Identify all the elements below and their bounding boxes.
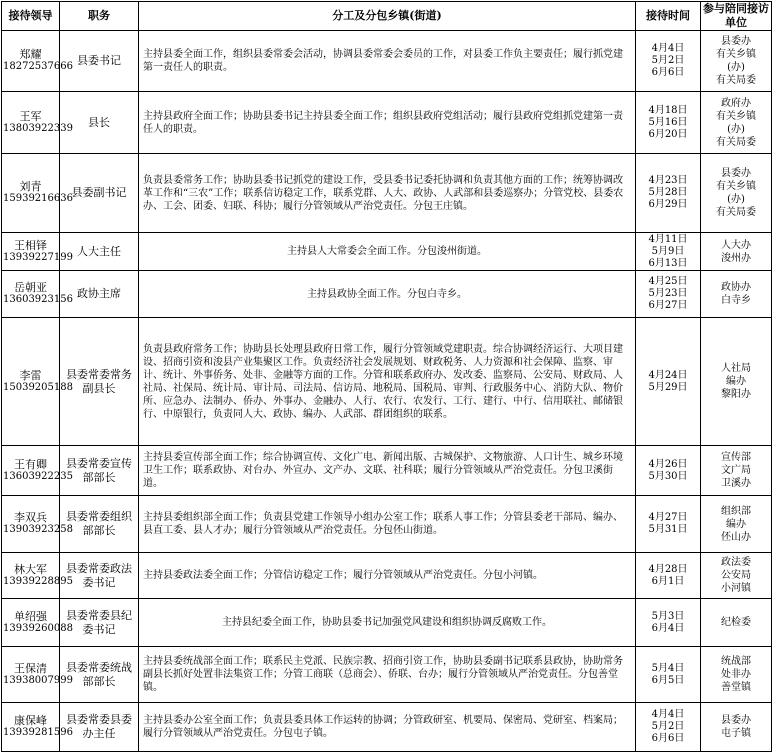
leader-name: 李双兵 [14, 511, 47, 524]
leader-cell [2, 318, 73, 446]
unit-name: 有关乡镇 [716, 49, 756, 60]
unit-name: 有关局委 [716, 75, 756, 86]
duty-cell: 主持县纪委全面工作，协助县委书记加强党风建设和组织协调反腐败工作。 [139, 599, 636, 647]
leader-phone: 13603922235 [3, 470, 73, 482]
reception-date: 6月1日 [651, 575, 685, 587]
unit-name: 宣传部 [721, 452, 751, 463]
post-cell: 县委书记 [60, 31, 139, 92]
unit-name: 有关局委 [716, 136, 756, 148]
leader-cell [2, 703, 73, 752]
table-row [2, 703, 772, 752]
table-row [2, 553, 772, 599]
unit-cell [701, 92, 772, 154]
unit-name: 文广局 [721, 465, 751, 476]
unit-name: 人社局 [721, 363, 751, 374]
reception-date: 4月26日 [648, 458, 688, 470]
table-row [2, 271, 772, 318]
reception-date: 5月2日 [651, 721, 685, 732]
leader-phone: 18272537666 [3, 61, 73, 72]
leader-name: 康保峰 [14, 714, 47, 727]
reception-date: 6月13日 [648, 257, 688, 269]
leader-cell [2, 92, 73, 154]
reception-date: 6月5日 [651, 674, 685, 686]
unit-name: 有关乡镇 [716, 181, 756, 192]
leader-phone: 15939216636 [3, 193, 73, 204]
time-cell [636, 233, 701, 271]
leader-name: 郑耀 [19, 48, 42, 61]
leader-cell [2, 496, 73, 553]
post-cell: 政协主席 [60, 271, 139, 318]
leader-cell [2, 233, 73, 271]
leader-name: 李雷 [19, 368, 42, 382]
unit-name: 政协办 [721, 282, 751, 293]
post-cell: 县委常委政法委书记 [60, 553, 139, 599]
table-row [2, 154, 772, 233]
post-cell: 县委常委统战部部长 [60, 647, 139, 703]
reception-date: 5月23日 [648, 288, 688, 299]
time-cell [636, 647, 701, 703]
unit-name: 组织部 [721, 505, 751, 517]
leader-name: 刘青 [19, 180, 42, 193]
reception-date: 4月25日 [648, 276, 688, 287]
time-cell [636, 703, 701, 752]
unit-cell [701, 599, 772, 647]
unit-cell [701, 318, 772, 446]
time-cell [636, 599, 701, 647]
leader-name: 岳朝亚 [14, 281, 47, 294]
unit-cell [701, 233, 772, 271]
unit-name: 政法委 [721, 557, 751, 568]
reception-date: 6月20日 [648, 128, 688, 140]
unit-name: 人大办 [721, 239, 751, 251]
reception-schedule [1, 1, 771, 753]
header-row [2, 2, 772, 31]
reception-date: 4月4日 [651, 43, 685, 54]
leader-name: 王保清 [14, 661, 47, 675]
reception-date: 5月4日 [651, 662, 685, 674]
post-cell: 县委常委组织部部长 [60, 496, 139, 553]
post-cell: 县委常委宣传部部长 [60, 446, 139, 496]
post-cell: 县委常委县纪委书记 [60, 599, 139, 647]
table-row [2, 647, 772, 703]
duty-cell: 负责县政府常务工作；协助县长处理县政府日常工作，履行分管领域党建职责。综合协调经济运行、大项目建设、招商引资和浚县产业集聚区工作。负责经济社会发展规划、财政税务、人力资源和社会保障、监察、审计、统计、外事侨务、处非、金融等方面的工作。分管和联系政府办、发改委、监察局、公安局、财政局、人社局、社保局、统计局、审计局、司法局、信访局、地税局、国税局、审判、行政服务中心、消防大队、物价所、应急办、法制办、侨办、外事办、金融办、人行、农行、农发行、工行、建行、中行、信用联社、邮储银行、中原银行，负责同人大、政协、编办、人武部、群团组织的联系。 [139, 318, 636, 446]
unit-name: (办) [727, 62, 745, 73]
leader-phone: 13803922339 [3, 122, 73, 134]
unit-name: 公安局 [721, 570, 751, 581]
table-row [2, 599, 772, 647]
reception-date: 4月11日 [648, 233, 688, 245]
unit-name: 县委办 [721, 36, 751, 47]
time-cell [636, 92, 701, 154]
reception-date: 5月9日 [651, 245, 685, 257]
duty-cell: 主持县政协全面工作。分包白寺乡。 [139, 271, 636, 318]
unit-name: 统战部 [721, 656, 751, 667]
reception-date: 4月23日 [648, 175, 688, 186]
unit-cell [701, 553, 772, 599]
unit-name: 伾山办 [721, 531, 751, 543]
unit-name: 编办 [726, 376, 746, 387]
reception-date: 5月30日 [648, 470, 688, 482]
unit-cell [701, 496, 772, 553]
reception-date: 6月29日 [648, 199, 688, 210]
leader-phone: 13939260088 [3, 622, 73, 634]
duty-cell: 主持县委办公室全面工作；负责县委具体工作运转的协调；分管政研室、机要局、保密局、党研室、档案局；履行分管领域从严治党责任。分包屯子镇。 [139, 703, 636, 752]
time-cell [636, 553, 701, 599]
unit-name: 小河镇 [721, 583, 751, 594]
unit-name: 白寺乡 [721, 295, 751, 306]
table-row [2, 31, 772, 92]
reception-date: 4月27日 [648, 512, 688, 523]
reception-date: 6月6日 [651, 733, 685, 744]
post-cell: 县委常委县委办主任 [60, 703, 139, 752]
unit-name: 有关乡镇 [716, 110, 756, 122]
duty-cell: 负责县委常务工作；协助县委书记抓党的建设工作，受县委书记委托协调和负责其他方面的工作；统筹协调改革工作和“三农”工作；联系信访稳定工作，联系党群、人大、政协、人武部和县委巡察办；分管党校、县委农办、工会、团委、妇联、科协；履行分管领域从严治党责任。分包王庄镇。 [139, 154, 636, 233]
header-duty: 分工及分包乡镇(街道) [139, 2, 636, 31]
unit-cell [701, 271, 772, 318]
duty-cell: 主持县政府全面工作；协助县委书记主持县委全面工作；组织县政府党组活动；履行县政府党组抓党建第一责任人的职责。 [139, 92, 636, 154]
leader-phone: 13939227199 [3, 251, 73, 263]
unit-name: 县委办 [721, 715, 751, 726]
reception-date: 6月4日 [651, 622, 685, 634]
post-cell: 县委副书记 [60, 154, 139, 233]
leader-phone: 13938007999 [3, 674, 73, 686]
unit-name: 纪检委 [721, 617, 751, 628]
leader-name: 单绍强 [14, 609, 47, 623]
reception-date: 4月24日 [648, 369, 688, 381]
reception-date: 5月28日 [648, 187, 688, 198]
table-row [2, 92, 772, 154]
leader-name: 王军 [19, 109, 42, 123]
duty-cell: 主持县人大常委会全面工作。分包浚州街道。 [139, 233, 636, 271]
duty-cell: 主持县委组织部全面工作；负责县党建工作领导小组办公室工作；联系人事工作；分管县委老干部局、编办、县直工委、县人才办；履行分管领域从严治党责任。分包伾山街道。 [139, 496, 636, 553]
reception-date: 4月28日 [648, 563, 688, 575]
leader-phone: 13939228895 [3, 575, 73, 587]
post-cell: 人大主任 [60, 233, 139, 271]
duty-cell: 主持县委政法委全面工作；分管信访稳定工作；履行分管领域从严治党责任。分包小河镇。 [139, 553, 636, 599]
table-row [2, 446, 772, 496]
reception-date: 5月2日 [651, 55, 685, 66]
leader-phone: 13903923258 [3, 524, 73, 535]
leader-cell [2, 599, 73, 647]
header-leader: 接待领导 [2, 2, 60, 31]
duty-cell: 主持县委宣传部全面工作；综合协调宣传、文化广电、新闻出版、古城保护、文物旅游、人口计生、城乡环境卫生工作；联系政协、对台办、外宣办、文产办、文联、社科联；履行分管领域从严治党责任。分包卫溪街道。 [139, 446, 636, 496]
reception-date: 4月18日 [648, 104, 688, 116]
table-body [2, 31, 772, 752]
leader-cell [2, 553, 73, 599]
time-cell [636, 271, 701, 318]
leader-cell [2, 154, 73, 233]
leader-phone: 13939281596 [3, 727, 73, 738]
header-unit: 参与陪同接访单位 [701, 2, 772, 31]
unit-name: 屯子镇 [721, 728, 751, 739]
unit-name: 浚州办 [721, 252, 751, 264]
reception-date: 5月3日 [651, 610, 685, 622]
unit-cell [701, 647, 772, 703]
unit-name: 政府办 [721, 97, 751, 109]
reception-date: 5月31日 [648, 524, 688, 535]
leader-cell [2, 446, 73, 496]
unit-name: (办) [727, 123, 745, 135]
unit-cell [701, 703, 772, 752]
header-post: 职务 [60, 2, 139, 31]
unit-name: 编办 [726, 518, 746, 530]
unit-name: (办) [727, 194, 745, 205]
time-cell [636, 318, 701, 446]
leader-name: 王有卿 [14, 457, 47, 471]
leader-name: 林大军 [14, 562, 47, 576]
table-row [2, 496, 772, 553]
leader-cell [2, 31, 73, 92]
leader-cell [2, 271, 73, 318]
reception-date: 6月6日 [651, 67, 685, 78]
reception-table [1, 1, 772, 752]
reception-date: 4月4日 [651, 709, 685, 720]
unit-name: 善堂镇 [721, 682, 751, 693]
header-time: 接待时间 [636, 2, 701, 31]
leader-phone: 13603923156 [3, 294, 73, 305]
unit-cell [701, 31, 772, 92]
post-cell: 县长 [60, 92, 139, 154]
unit-name: 有关局委 [716, 207, 756, 218]
post-cell: 县委常委常务副县长 [60, 318, 139, 446]
reception-date: 5月16日 [648, 116, 688, 128]
unit-name: 县委办 [721, 168, 751, 179]
table-row [2, 233, 772, 271]
leader-cell [2, 647, 73, 703]
leader-name: 王相铎 [14, 238, 47, 252]
time-cell [636, 154, 701, 233]
time-cell [636, 446, 701, 496]
table-row [2, 318, 772, 446]
unit-name: 黎阳办 [721, 389, 751, 400]
unit-cell [701, 446, 772, 496]
duty-cell: 主持县委统战部全面工作；联系民主党派、民族宗教、招商引资工作，协助县委副书记联系县政协，协助常务副县长抓好处置非法集资工作；分管工商联（总商会）、侨联、台办；履行分管领域从严治党责任。分包善堂镇。 [139, 647, 636, 703]
time-cell [636, 31, 701, 92]
unit-name: 卫溪办 [721, 478, 751, 489]
leader-phone: 15039205188 [3, 381, 73, 393]
reception-date: 6月27日 [648, 300, 688, 311]
reception-date: 5月29日 [648, 381, 688, 393]
unit-name: 处非办 [721, 669, 751, 680]
duty-cell: 主持县委全面工作，组织县委常委会活动，协调县委常委会委员的工作，对县委工作负主要责任；履行抓党建第一责任人的职责。 [139, 31, 636, 92]
unit-cell [701, 154, 772, 233]
time-cell [636, 496, 701, 553]
